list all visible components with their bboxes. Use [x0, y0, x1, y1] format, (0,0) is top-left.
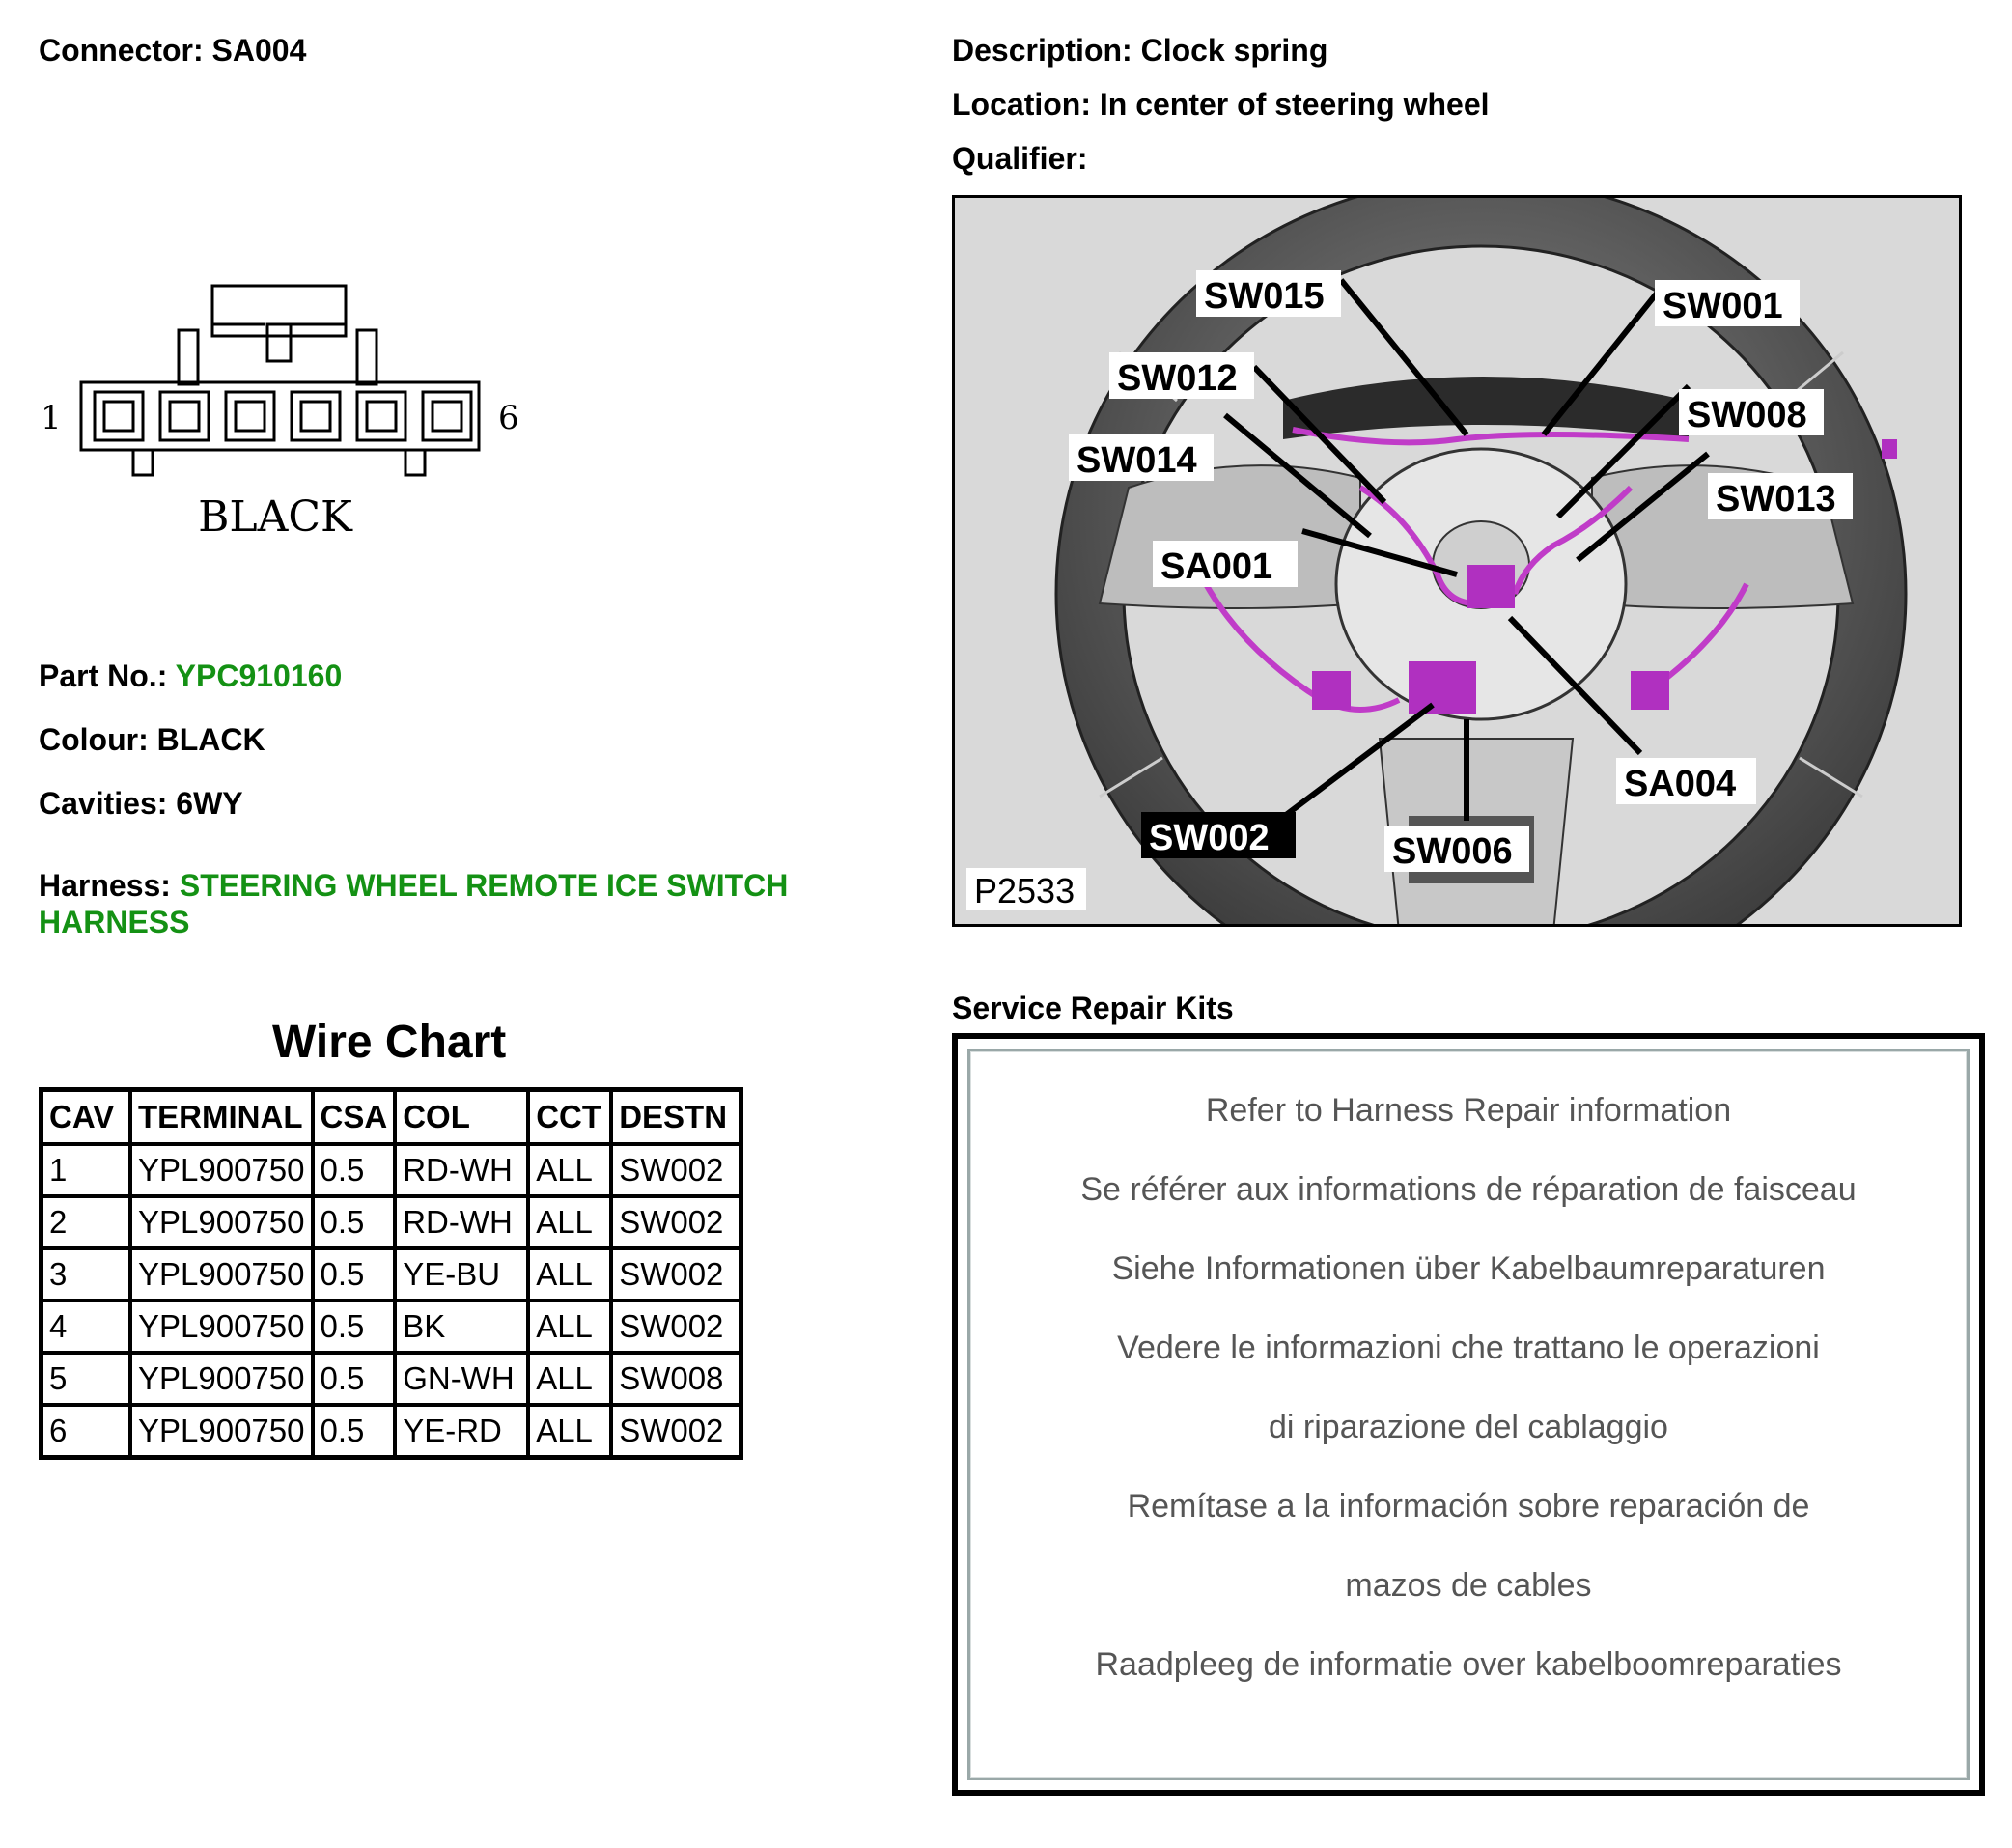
cell-csa: 0.5	[313, 1144, 396, 1196]
connector-label: Connector:	[39, 33, 204, 68]
cell-cct: ALL	[528, 1196, 611, 1248]
cell-cav: 2	[42, 1196, 131, 1248]
part-no-label: Part No.:	[39, 658, 168, 693]
kit-line-en: Refer to Harness Repair information	[1205, 1092, 1732, 1129]
table-row	[42, 1196, 741, 1248]
cell-col: BK	[395, 1301, 528, 1353]
table-row	[42, 1405, 741, 1458]
callout-sa001: SA001	[1160, 546, 1273, 587]
cell-csa: 0.5	[313, 1196, 396, 1248]
callout-sw008: SW008	[1687, 395, 1807, 435]
cell-cav: 5	[42, 1353, 131, 1405]
callout-sw014: SW014	[1076, 440, 1197, 481]
cell-terminal: YPL900750	[130, 1301, 313, 1353]
table-row	[42, 1144, 741, 1196]
cell-cav: 1	[42, 1144, 131, 1196]
cell-cav: 6	[42, 1405, 131, 1458]
cavities-value: 6WY	[176, 786, 243, 821]
kit-line-fr: Se référer aux informations de réparation de faisceau	[1080, 1171, 1857, 1208]
service-kits-title: Service Repair Kits	[952, 991, 1234, 1025]
cell-csa: 0.5	[313, 1248, 396, 1301]
connector-field	[39, 33, 306, 69]
pin-last-label: 6	[498, 399, 519, 437]
header-terminal: TERMINAL	[130, 1090, 313, 1145]
colour-field	[39, 722, 265, 758]
header-col: COL	[395, 1090, 528, 1145]
harness-label: Harness:	[39, 868, 171, 903]
cell-terminal: YPL900750	[130, 1196, 313, 1248]
callout-sw006: SW006	[1392, 831, 1513, 872]
table-row	[42, 1248, 741, 1301]
cavities-field	[39, 786, 243, 822]
location-field	[952, 87, 1490, 123]
cell-csa: 0.5	[313, 1353, 396, 1405]
header-cav: CAV	[42, 1090, 131, 1145]
wire-chart-header	[42, 1090, 741, 1145]
wire-chart-title: Wire Chart	[272, 1017, 507, 1068]
location-label: Location:	[952, 87, 1091, 122]
harness-link-line2[interactable]: HARNESS	[39, 905, 190, 939]
colour-value: BLACK	[156, 722, 265, 757]
part-no-link[interactable]: YPC910160	[175, 658, 343, 693]
qualifier-label: Qualifier:	[952, 141, 1088, 176]
cell-terminal: YPL900750	[130, 1144, 313, 1196]
header-cct: CCT	[528, 1090, 611, 1145]
callout-sw002: SW002	[1149, 818, 1270, 858]
cell-terminal: YPL900750	[130, 1353, 313, 1405]
kit-line-de: Siehe Informationen über Kabelbaumreparaturen	[1111, 1250, 1826, 1287]
callout-sw012: SW012	[1117, 358, 1238, 399]
kit-line-nl: Raadpleeg de informatie over kabelboomreparaties	[1095, 1646, 1842, 1683]
cell-destn: SW002	[611, 1196, 741, 1248]
callout-sw015: SW015	[1204, 276, 1325, 317]
cell-terminal: YPL900750	[130, 1248, 313, 1301]
steering-wheel-image	[952, 195, 1962, 927]
callout-sa004: SA004	[1624, 764, 1737, 804]
service-kits-box	[952, 1033, 1985, 1796]
cell-cct: ALL	[528, 1353, 611, 1405]
wire-chart-table	[39, 1087, 743, 1460]
description-field	[952, 33, 1327, 69]
description-value: Clock spring	[1140, 33, 1328, 68]
connector-diagram	[29, 270, 550, 560]
cell-col: YE-BU	[395, 1248, 528, 1301]
service-kits-panel	[967, 1049, 1970, 1780]
harness-field	[39, 867, 788, 940]
figure-id: P2533	[974, 871, 1076, 910]
cell-destn: SW002	[611, 1301, 741, 1353]
cell-col: RD-WH	[395, 1144, 528, 1196]
connector-color-label: BLACK	[198, 492, 352, 542]
kit-line-es-1: Remítase a la información sobre reparación de	[1127, 1488, 1810, 1525]
kit-line-it-1: Vedere le informazioni che trattano le operazioni	[1117, 1330, 1820, 1366]
pin-first-label: 1	[41, 399, 62, 437]
cell-terminal: YPL900750	[130, 1405, 313, 1458]
cell-cct: ALL	[528, 1248, 611, 1301]
cell-csa: 0.5	[313, 1405, 396, 1458]
kit-line-es-2: mazos de cables	[1345, 1567, 1592, 1604]
header-csa: CSA	[313, 1090, 396, 1145]
cell-destn: SW008	[611, 1353, 741, 1405]
cell-col: GN-WH	[395, 1353, 528, 1405]
description-label: Description:	[952, 33, 1132, 68]
location-value: In center of steering wheel	[1099, 87, 1490, 122]
connector-value: SA004	[211, 33, 307, 68]
colour-label: Colour:	[39, 722, 149, 757]
header-destn: DESTN	[611, 1090, 741, 1145]
cell-destn: SW002	[611, 1144, 741, 1196]
cell-csa: 0.5	[313, 1301, 396, 1353]
harness-link[interactable]: STEERING WHEEL REMOTE ICE SWITCH	[179, 868, 789, 903]
qualifier-field	[952, 141, 1087, 177]
callout-sw013: SW013	[1716, 479, 1836, 519]
cell-cav: 4	[42, 1301, 131, 1353]
cell-cct: ALL	[528, 1405, 611, 1458]
cell-destn: SW002	[611, 1405, 741, 1458]
cell-col: RD-WH	[395, 1196, 528, 1248]
cell-cav: 3	[42, 1248, 131, 1301]
callout-sw001: SW001	[1663, 286, 1783, 326]
table-row	[42, 1301, 741, 1353]
cell-col: YE-RD	[395, 1405, 528, 1458]
cavities-label: Cavities:	[39, 786, 168, 821]
cell-cct: ALL	[528, 1144, 611, 1196]
table-row	[42, 1353, 741, 1405]
part-no-field	[39, 658, 342, 694]
kit-line-it-2: di riparazione del cablaggio	[1269, 1409, 1668, 1445]
cell-destn: SW002	[611, 1248, 741, 1301]
steering-wheel-illustration	[955, 198, 1959, 924]
cell-cct: ALL	[528, 1301, 611, 1353]
